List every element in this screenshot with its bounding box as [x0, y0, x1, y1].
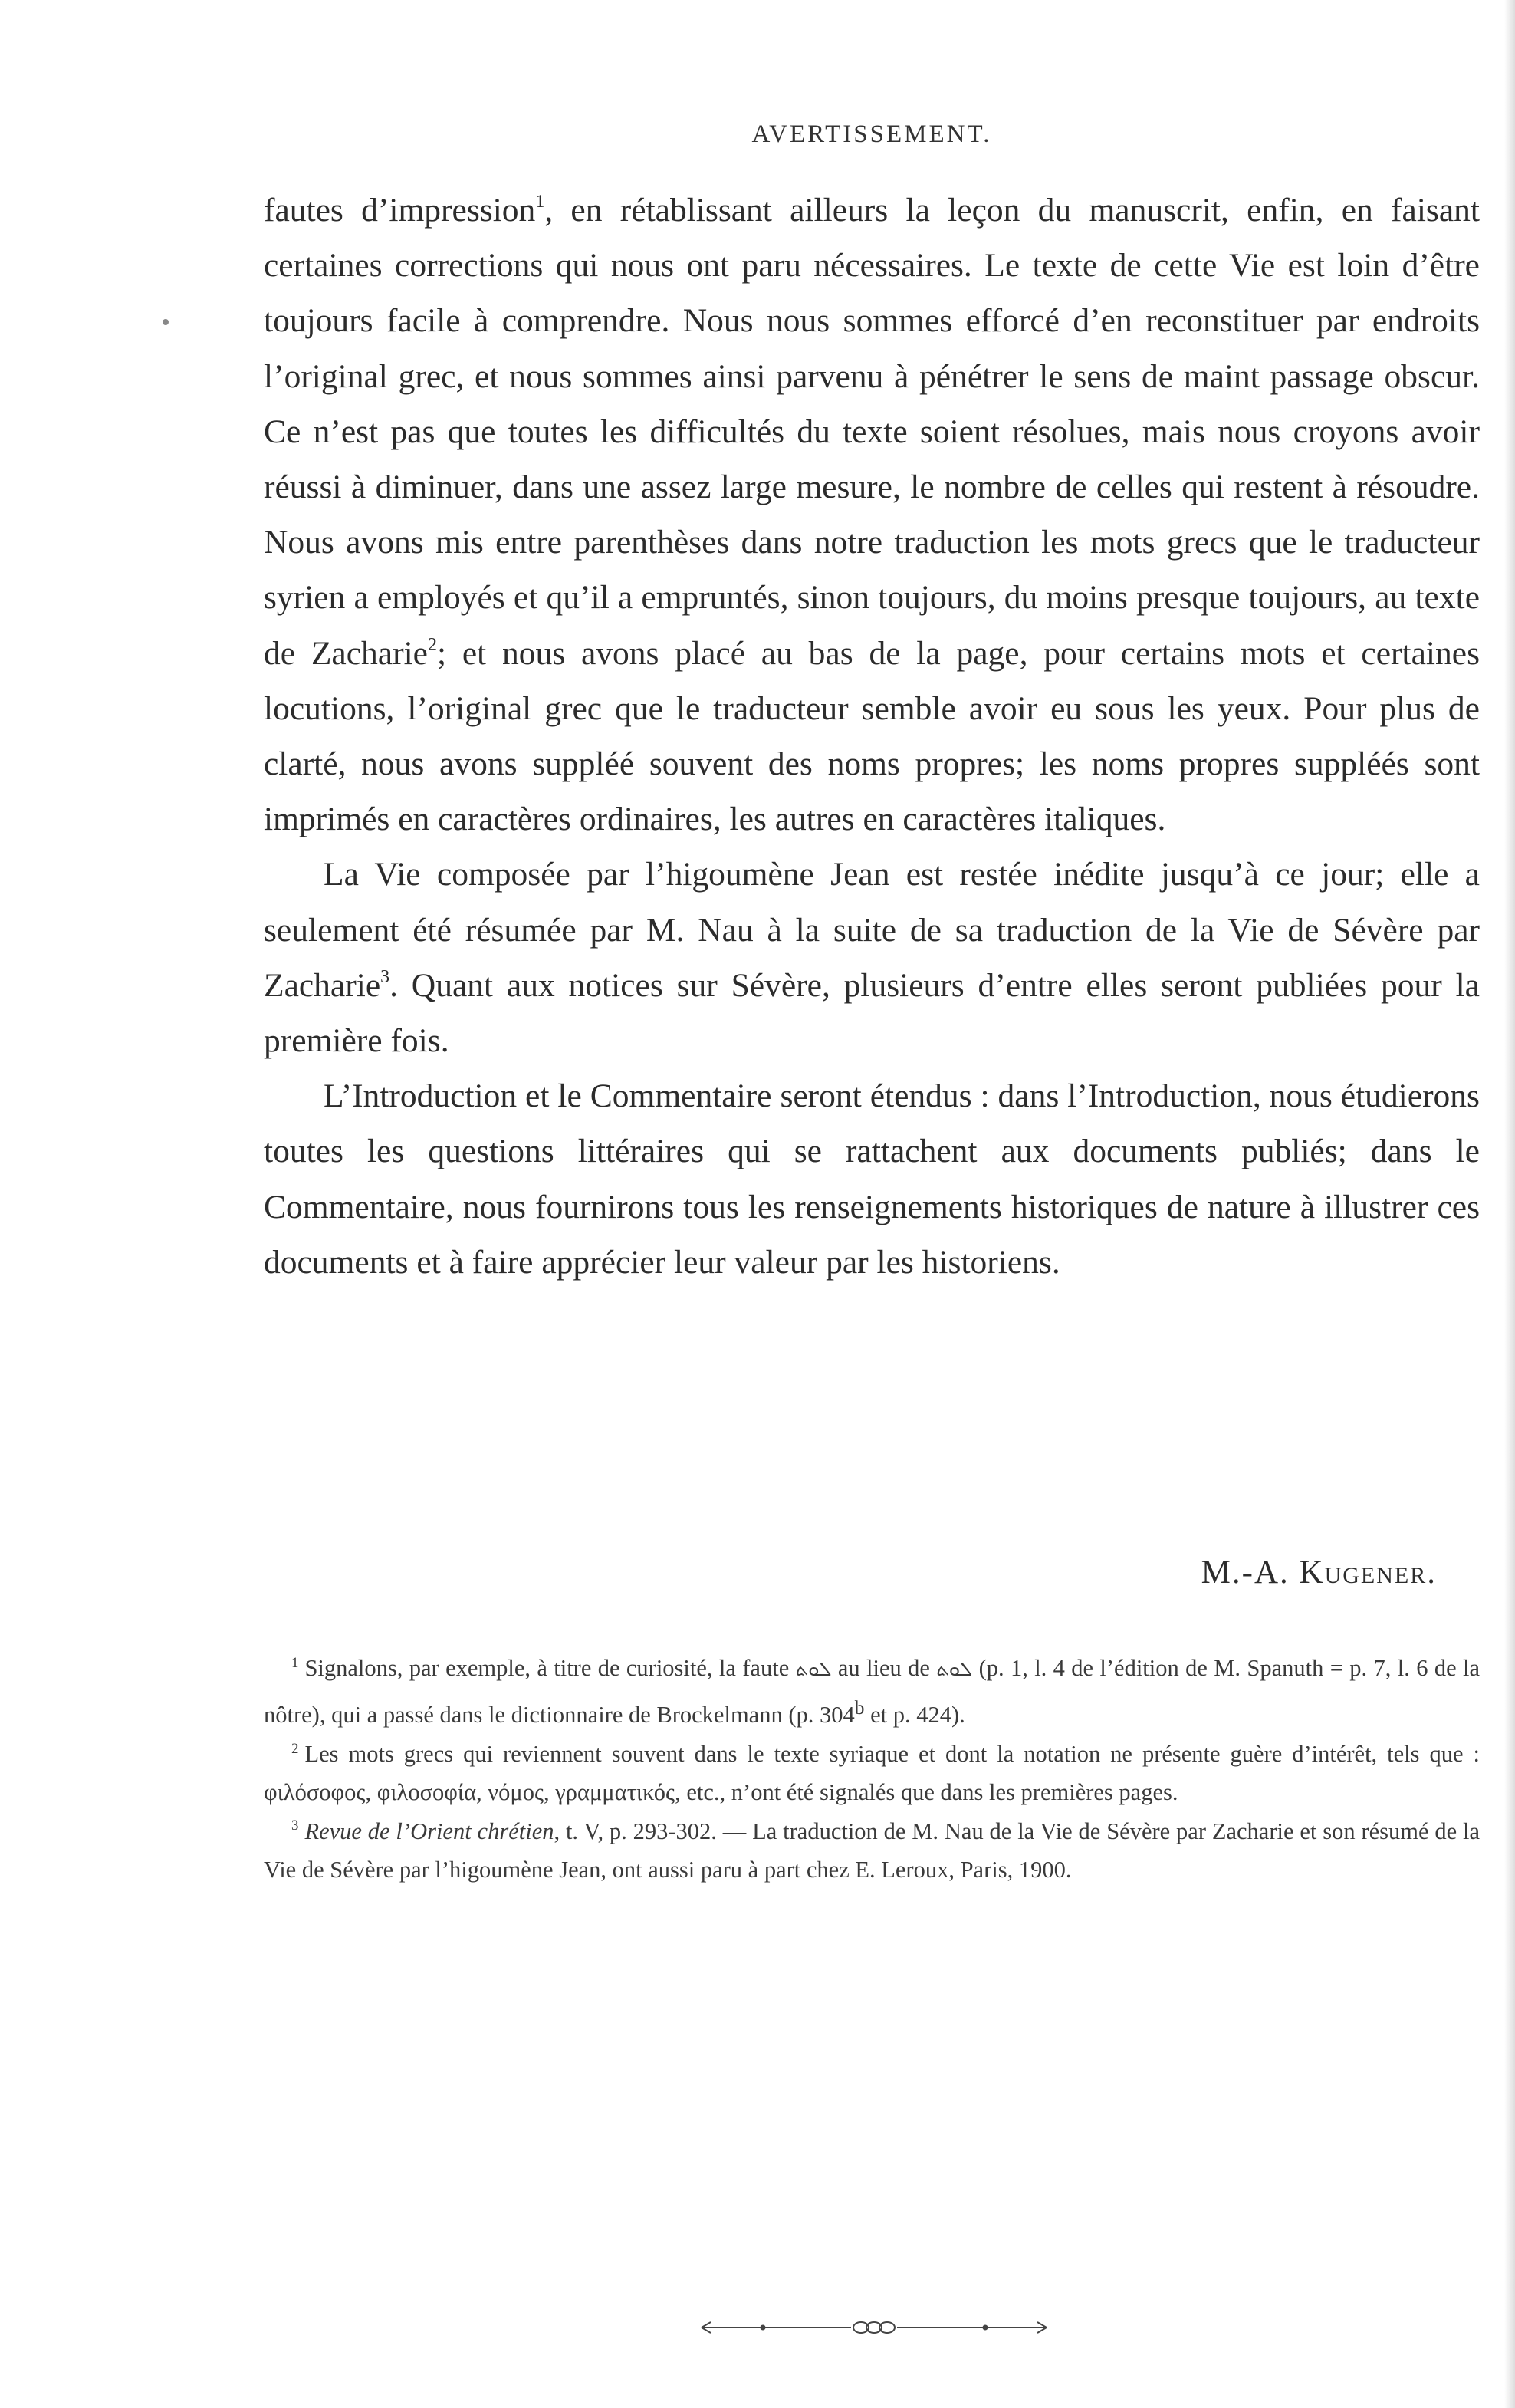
footnote-number: 3 — [291, 1818, 299, 1834]
footnote-number: 2 — [291, 1740, 299, 1757]
fleuron-ornament — [694, 2312, 1054, 2343]
footnotes — [264, 1649, 1480, 1890]
syriac-word: ܠܘܬ — [795, 1658, 832, 1681]
footnote-number: 1 — [291, 1654, 299, 1671]
signature: M.-A. Kugener. — [1201, 1554, 1437, 1591]
footnote-3: $^3$ Revue de l’Orient chrétien, t. V, p. 293-302. — La traduction de M. Nau de la Vie de Sévère par Zacharie et son résumé de la Vie de Sévère par l’higoumène Jean, ont aussi paru à part chez E. Leroux, Paris, 1900. — [264, 1818, 1480, 1883]
paragraph-2: La Vie composée par l’higoumène Jean est restée inédite jusqu’à ce jour; elle a seulement été résumée par M. Nau à la suite de sa traduction de la Vie de Sévère par Zacharie$^3$. Quant aux notices sur Sévère, plusieurs d’entre elles seront publiées pour la première fois. — [264, 856, 1480, 1060]
footnote-1: $^1$ Signalons, par exemple, à titre de curiosité, la faute ܠܘܬ au lieu de ܠܘܬ (p. 1, l. 4 de l’édition de M. Spanuth = p. 7, l. 6 de la nôtre), qui a passé dans le dictionnaire de Brockelmann (p. 304$^b$ et p. 424). — [264, 1654, 1480, 1729]
paragraph-3: L’Introduction et le Commentaire seront étendus : dans l’Introduction, nous étudierons toutes les questions littéraires qui se rattachent aux documents publiés; dans le Commentaire, nous fournirons tous les renseignements historiques de nature à illustrer ces documents et à faire apprécier leur valeur par les historiens. — [264, 1077, 1480, 1281]
running-head: AVERTISSEMENT. — [751, 120, 992, 148]
page-edge — [1504, 0, 1515, 2408]
body-text — [264, 183, 1480, 1290]
footnote-ref-2[interactable]: 2 — [427, 634, 437, 655]
footnote-ref-3[interactable]: 3 — [380, 966, 390, 987]
paragraph-1: fautes d’impression$^1$, en rétablissant ailleurs la leçon du manuscrit, enfin, en faisant certaines corrections qui nous ont paru nécessaires. Le texte de cette Vie est loin d’être toujours facile à comprendre. Nous nous sommes efforcé d’en reconstituer par endroits l’original grec, et nous sommes ainsi parvenu à pénétrer le sens de maint passage obscur. Ce n’est pas que toutes les difficultés du texte soient résolues, mais nous croyons avoir réussi à diminuer, dans une assez large mesure, le nombre de celles qui restent à résoudre. Nous avons mis entre parenthèses dans notre traduction les mots grecs que le traducteur syrien a employés et qu’il a empruntés, sinon toujours, du moins presque toujours, au texte de Zacharie$^2$; et nous avons placé au bas de la page, pour certains mots et certaines locutions, l’original grec que le traducteur semble avoir eu sous les yeux. Pour plus de clarté, nous avons suppléé souvent des noms propres; les noms propres suppléés sont imprimés en caractères ordinaires, les autres en caractères italiques. — [264, 192, 1480, 838]
footnote-ref-1[interactable]: 1 — [535, 192, 545, 212]
syriac-word: ܠܘܬ — [936, 1658, 973, 1681]
margin-dot — [163, 319, 169, 325]
journal-title: Revue de l’Orient chrétien — [304, 1818, 554, 1844]
footnote-2: $^2$ Les mots grecs qui reviennent souvent dans le texte syriaque et dont la notation ne présente guère d’intérêt, tels que : φιλόσοφος, φιλοσοφία, νόμος, γραμματικός, etc., n’ont été signalés que dans les premières pages. — [264, 1740, 1480, 1806]
